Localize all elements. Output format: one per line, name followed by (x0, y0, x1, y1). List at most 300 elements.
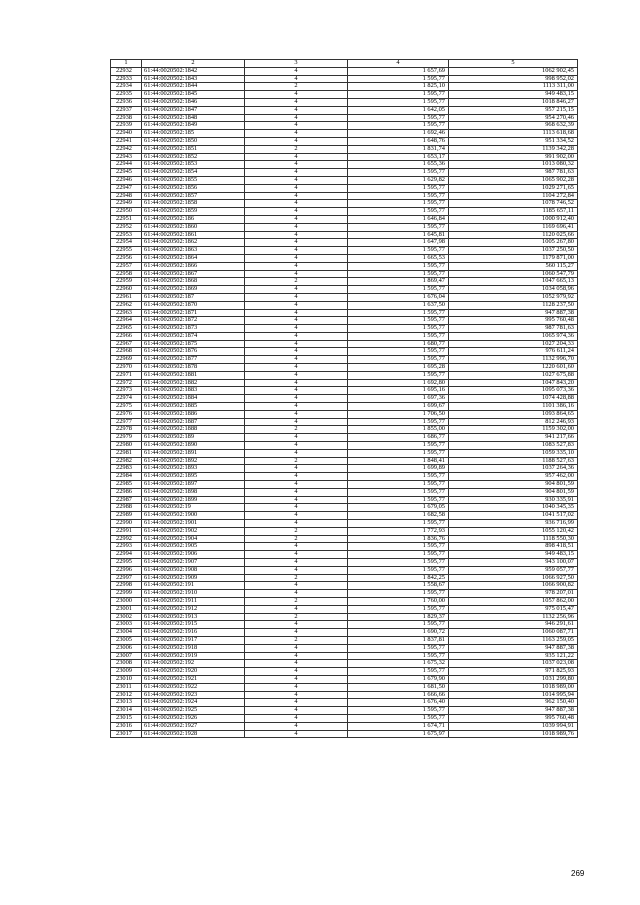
table-row (111, 481, 578, 489)
table-cell: 23004 (111, 629, 142, 637)
table-cell: 23001 (111, 605, 142, 613)
table-row (111, 644, 578, 652)
table-cell: 962 150,40 (449, 699, 578, 707)
table-cell: 1 595,77 (348, 114, 449, 122)
table-cell: 61:44:0020502:1859 (142, 208, 245, 216)
table-cell: 61:44:0020502:1842 (142, 67, 245, 75)
table-cell: 1 675,97 (348, 730, 449, 738)
table-cell: 4 (245, 184, 348, 192)
table-cell: 61:44:0020502:1913 (142, 613, 245, 621)
table-cell: 61:44:0020502:1904 (142, 535, 245, 543)
table-cell: 22936 (111, 98, 142, 106)
table-cell: 1185 657,11 (449, 208, 578, 216)
table-cell: 1 595,77 (348, 652, 449, 660)
table-cell: 1 642,05 (348, 106, 449, 114)
table-cell: 22943 (111, 153, 142, 161)
table-cell: 987 781,63 (449, 325, 578, 333)
table-cell: 4 (245, 215, 348, 223)
table-cell: 4 (245, 262, 348, 270)
table-cell: 4 (245, 371, 348, 379)
table-cell: 61:44:0020502:1899 (142, 496, 245, 504)
table-cell: 23013 (111, 699, 142, 707)
table-cell: 61:44:0020502:1873 (142, 325, 245, 333)
table-row (111, 364, 578, 372)
table-cell: 1018 989,00 (449, 683, 578, 691)
table-cell: 1 679,05 (348, 504, 449, 512)
table-cell: 2 (245, 278, 348, 286)
table-row (111, 496, 578, 504)
table-row (111, 371, 578, 379)
table-cell: 22988 (111, 504, 142, 512)
table-cell: 4 (245, 317, 348, 325)
table-cell: 1 595,77 (348, 356, 449, 364)
table-cell: 1 681,50 (348, 683, 449, 691)
table-cell: 4 (245, 496, 348, 504)
table-cell: 949 483,15 (449, 91, 578, 99)
table-cell: 1039 994,91 (449, 722, 578, 730)
table-row (111, 114, 578, 122)
table-cell: 61:44:0020502:19 (142, 504, 245, 512)
table-row (111, 699, 578, 707)
table-cell: 22998 (111, 582, 142, 590)
table-cell: 1 595,77 (348, 418, 449, 426)
table-row (111, 387, 578, 395)
column-header-2: 2 (142, 60, 245, 68)
table-cell: 61:44:0020502:189 (142, 434, 245, 442)
table-cell: 1 595,77 (348, 520, 449, 528)
table-cell: 61:44:0020502:1898 (142, 488, 245, 496)
table-cell: 22982 (111, 457, 142, 465)
table-cell: 4 (245, 91, 348, 99)
table-cell: 22969 (111, 356, 142, 364)
table-cell: 1 837,81 (348, 636, 449, 644)
table-row (111, 130, 578, 138)
table-cell: 4 (245, 722, 348, 730)
table-cell: 4 (245, 473, 348, 481)
table-row (111, 309, 578, 317)
table-row (111, 317, 578, 325)
table-cell: 61:44:0020502:1922 (142, 683, 245, 691)
table-cell: 23011 (111, 683, 142, 691)
table-cell: 23012 (111, 691, 142, 699)
table-cell: 991 902,00 (449, 153, 578, 161)
table-cell: 61:44:0020502:1907 (142, 559, 245, 567)
table-cell: 1 675,32 (348, 660, 449, 668)
table-cell: 1 595,77 (348, 122, 449, 130)
table-row (111, 278, 578, 286)
table-cell: 1 657,69 (348, 67, 449, 75)
table-cell: 22999 (111, 590, 142, 598)
table-cell: 1 674,71 (348, 722, 449, 730)
table-cell: 61:44:0020502:1853 (142, 161, 245, 169)
table-cell: 1159 302,00 (449, 426, 578, 434)
table-cell: 22957 (111, 262, 142, 270)
table-cell: 61:44:0020502:1900 (142, 512, 245, 520)
table-cell: 1027 204,33 (449, 340, 578, 348)
table-cell: 4 (245, 683, 348, 691)
table-cell: 61:44:0020502:1908 (142, 566, 245, 574)
table-cell: 22951 (111, 215, 142, 223)
table-cell: 4 (245, 270, 348, 278)
table-cell: 947 887,38 (449, 309, 578, 317)
table-row (111, 543, 578, 551)
table-cell: 1060 087,71 (449, 629, 578, 637)
table-cell: 1104 272,84 (449, 192, 578, 200)
table-cell: 1 692,80 (348, 379, 449, 387)
table-cell: 930 335,91 (449, 496, 578, 504)
table-cell: 4 (245, 566, 348, 574)
table-cell: 1 869,47 (348, 278, 449, 286)
table-cell: 61:44:0020502:1892 (142, 457, 245, 465)
table-cell: 22976 (111, 410, 142, 418)
table-cell: 4 (245, 169, 348, 177)
table-cell: 1 637,50 (348, 301, 449, 309)
table-cell: 998 952,02 (449, 75, 578, 83)
table-cell: 61:44:0020502:1927 (142, 722, 245, 730)
table-cell: 22965 (111, 325, 142, 333)
table-cell: 1 595,77 (348, 270, 449, 278)
table-cell: 1 848,41 (348, 457, 449, 465)
table-row (111, 613, 578, 621)
table-row (111, 145, 578, 153)
table-cell: 61:44:0020502:1924 (142, 699, 245, 707)
table-cell: 61:44:0020502:1887 (142, 418, 245, 426)
table-body (111, 67, 578, 738)
table-cell: 975 015,47 (449, 605, 578, 613)
table-cell: 4 (245, 582, 348, 590)
table-cell: 1120 025,66 (449, 231, 578, 239)
table-cell: 1 595,77 (348, 200, 449, 208)
table-row (111, 161, 578, 169)
table-cell: 61:44:0020502:1885 (142, 403, 245, 411)
table-cell: 61:44:0020502:186 (142, 215, 245, 223)
table-cell: 1113 311,00 (449, 83, 578, 91)
table-row (111, 512, 578, 520)
table-cell: 61:44:0020502:1864 (142, 254, 245, 262)
table-cell: 4 (245, 176, 348, 184)
table-cell: 22937 (111, 106, 142, 114)
table-cell: 23005 (111, 636, 142, 644)
table-cell: 4 (245, 161, 348, 169)
table-cell: 4 (245, 192, 348, 200)
table-cell: 4 (245, 652, 348, 660)
table-cell: 22954 (111, 239, 142, 247)
table-cell: 22990 (111, 520, 142, 528)
table-cell: 2 (245, 527, 348, 535)
table-cell: 1 831,74 (348, 145, 449, 153)
table-cell: 61:44:0020502:185 (142, 130, 245, 138)
table-cell: 61:44:0020502:1916 (142, 629, 245, 637)
table-cell: 22987 (111, 496, 142, 504)
table-cell: 1 595,77 (348, 543, 449, 551)
table-cell: 1065 902,28 (449, 176, 578, 184)
table-cell: 1 595,77 (348, 317, 449, 325)
table-cell: 4 (245, 325, 348, 333)
table-row (111, 254, 578, 262)
table-cell: 1 665,53 (348, 254, 449, 262)
table-row (111, 574, 578, 582)
table-row (111, 301, 578, 309)
table-cell: 1 595,77 (348, 98, 449, 106)
table-cell: 1052 979,92 (449, 293, 578, 301)
table-cell: 1005 267,80 (449, 239, 578, 247)
table-cell: 22956 (111, 254, 142, 262)
table-cell: 1 595,77 (348, 309, 449, 317)
table-cell: 22989 (111, 512, 142, 520)
table-cell: 1041 517,02 (449, 512, 578, 520)
table-cell: 61:44:0020502:1852 (142, 153, 245, 161)
table-row (111, 691, 578, 699)
table-cell: 4 (245, 293, 348, 301)
table-cell: 4 (245, 707, 348, 715)
table-row (111, 714, 578, 722)
table-cell: 1 648,76 (348, 137, 449, 145)
table-cell: 4 (245, 629, 348, 637)
table-cell: 4 (245, 590, 348, 598)
table-cell: 1 595,77 (348, 442, 449, 450)
table-row (111, 325, 578, 333)
table-cell: 1 679,90 (348, 675, 449, 683)
table-cell: 4 (245, 559, 348, 567)
table-row (111, 722, 578, 730)
table-cell: 1 595,77 (348, 262, 449, 270)
table-cell: 61:44:0020502:1911 (142, 597, 245, 605)
table-cell: 2 (245, 83, 348, 91)
table-cell: 22979 (111, 434, 142, 442)
table-cell: 61:44:0020502:1895 (142, 473, 245, 481)
table-cell: 22972 (111, 379, 142, 387)
table-row (111, 231, 578, 239)
table-cell: 1113 618,68 (449, 130, 578, 138)
table-cell: 4 (245, 114, 348, 122)
table-cell: 957 462,00 (449, 473, 578, 481)
table-cell: 1 558,67 (348, 582, 449, 590)
table-cell: 61:44:0020502:1910 (142, 590, 245, 598)
table-cell: 23010 (111, 675, 142, 683)
table-cell: 4 (245, 668, 348, 676)
table-cell: 4 (245, 403, 348, 411)
table-row (111, 621, 578, 629)
table-cell: 1034 058,96 (449, 286, 578, 294)
table-cell: 22952 (111, 223, 142, 231)
table-cell: 1 595,77 (348, 169, 449, 177)
table-row (111, 683, 578, 691)
table-cell: 1 699,67 (348, 403, 449, 411)
table-cell: 971 825,93 (449, 668, 578, 676)
page-number: 269 (571, 869, 585, 878)
table-row (111, 566, 578, 574)
table-cell: 954 270,46 (449, 114, 578, 122)
table-cell: 61:44:0020502:1871 (142, 309, 245, 317)
table-cell: 22939 (111, 122, 142, 130)
table-cell: 61:44:0020502:1863 (142, 247, 245, 255)
table-cell: 22975 (111, 403, 142, 411)
table-cell: 61:44:0020502:1891 (142, 449, 245, 457)
table-cell: 4 (245, 691, 348, 699)
table-row (111, 551, 578, 559)
table-cell: 61:44:0020502:1856 (142, 184, 245, 192)
table-row (111, 200, 578, 208)
table-cell: 61:44:0020502:1883 (142, 387, 245, 395)
table-cell: 22962 (111, 301, 142, 309)
table-cell: 1 653,17 (348, 153, 449, 161)
table-row (111, 434, 578, 442)
table-row (111, 629, 578, 637)
table-row (111, 418, 578, 426)
table-cell: 23014 (111, 707, 142, 715)
table-cell: 1 647,98 (348, 239, 449, 247)
table-cell: 1 595,77 (348, 208, 449, 216)
table-cell: 61:44:0020502:1921 (142, 675, 245, 683)
table-cell: 968 632,39 (449, 122, 578, 130)
table-cell: 1132 996,70 (449, 356, 578, 364)
table-cell: 1060 547,79 (449, 270, 578, 278)
table-cell: 1 595,77 (348, 551, 449, 559)
table-cell: 22993 (111, 543, 142, 551)
table-cell: 4 (245, 122, 348, 130)
table-cell: 959 057,77 (449, 566, 578, 574)
table-cell: 4 (245, 286, 348, 294)
table-cell: 1066 927,50 (449, 574, 578, 582)
table-cell: 23007 (111, 652, 142, 660)
table-cell: 22996 (111, 566, 142, 574)
table-cell: 22932 (111, 67, 142, 75)
column-header-3: 3 (245, 60, 348, 68)
table-row (111, 286, 578, 294)
table-cell: 22941 (111, 137, 142, 145)
table-row (111, 652, 578, 660)
table-cell: 1 706,50 (348, 410, 449, 418)
table-cell: 1 676,40 (348, 699, 449, 707)
table-cell: 23017 (111, 730, 142, 738)
table-cell: 1139 342,28 (449, 145, 578, 153)
table-cell: 22991 (111, 527, 142, 535)
table-cell: 22985 (111, 481, 142, 489)
table-cell: 4 (245, 714, 348, 722)
table-cell: 22983 (111, 465, 142, 473)
table-cell: 22950 (111, 208, 142, 216)
table-cell: 61:44:0020502:1925 (142, 707, 245, 715)
table-cell: 1 595,77 (348, 496, 449, 504)
table-cell: 4 (245, 434, 348, 442)
table-cell: 1101 386,16 (449, 403, 578, 411)
table-cell: 1 595,77 (348, 605, 449, 613)
table-cell: 4 (245, 465, 348, 473)
table-row (111, 675, 578, 683)
table-cell: 61:44:0020502:1854 (142, 169, 245, 177)
table-row (111, 457, 578, 465)
table-cell: 61:44:0020502:1920 (142, 668, 245, 676)
table-cell: 22992 (111, 535, 142, 543)
table-cell: 4 (245, 231, 348, 239)
table-cell: 1 645,81 (348, 231, 449, 239)
table-cell: 22997 (111, 574, 142, 582)
table-row (111, 473, 578, 481)
table-cell: 1 595,77 (348, 668, 449, 676)
table-row (111, 184, 578, 192)
table-cell: 22935 (111, 91, 142, 99)
table-row (111, 91, 578, 99)
table-cell: 61:44:0020502:1849 (142, 122, 245, 130)
table-cell: 23000 (111, 597, 142, 605)
table-cell: 1059 335,10 (449, 449, 578, 457)
table-cell: 1 595,77 (348, 481, 449, 489)
table-cell: 4 (245, 442, 348, 450)
table-cell: 812 246,93 (449, 418, 578, 426)
table-row (111, 660, 578, 668)
table-cell: 4 (245, 520, 348, 528)
table-cell: 4 (245, 449, 348, 457)
table-cell: 1062 902,45 (449, 67, 578, 75)
table-row (111, 293, 578, 301)
table-cell: 904 801,59 (449, 488, 578, 496)
table-cell: 1 595,77 (348, 714, 449, 722)
table-cell: 61:44:0020502:192 (142, 660, 245, 668)
table-row (111, 247, 578, 255)
table-row (111, 169, 578, 177)
table-cell: 1 595,77 (348, 247, 449, 255)
table-cell: 22933 (111, 75, 142, 83)
table-row (111, 75, 578, 83)
table-row (111, 270, 578, 278)
table-cell: 1179 871,00 (449, 254, 578, 262)
table-cell: 1 595,77 (348, 621, 449, 629)
table-cell: 4 (245, 410, 348, 418)
table-cell: 4 (245, 551, 348, 559)
table-cell: 22984 (111, 473, 142, 481)
table-cell: 23002 (111, 613, 142, 621)
table-cell: 23008 (111, 660, 142, 668)
table-cell: 22955 (111, 247, 142, 255)
table-row (111, 636, 578, 644)
table-cell: 1 690,72 (348, 629, 449, 637)
table-cell: 4 (245, 621, 348, 629)
table-cell: 22946 (111, 176, 142, 184)
table-cell: 22970 (111, 364, 142, 372)
table-cell: 22961 (111, 293, 142, 301)
table-cell: 1093 864,65 (449, 410, 578, 418)
table-cell: 61:44:0020502:1912 (142, 605, 245, 613)
table-cell: 61:44:0020502:1843 (142, 75, 245, 83)
table-cell: 4 (245, 208, 348, 216)
table-cell: 22973 (111, 387, 142, 395)
table-cell: 61:44:0020502:1862 (142, 239, 245, 247)
table-cell: 1 629,82 (348, 176, 449, 184)
table-cell: 22994 (111, 551, 142, 559)
table-cell: 995 760,48 (449, 317, 578, 325)
table-row (111, 488, 578, 496)
table-cell: 1065 974,36 (449, 332, 578, 340)
table-cell: 2 (245, 574, 348, 582)
table-row (111, 348, 578, 356)
table-row (111, 707, 578, 715)
table-cell: 23006 (111, 644, 142, 652)
table-cell: 1132 256,96 (449, 613, 578, 621)
table-cell: 4 (245, 675, 348, 683)
table-cell: 22966 (111, 332, 142, 340)
table-cell: 1 825,10 (348, 83, 449, 91)
table-cell: 1083 527,83 (449, 442, 578, 450)
table-row (111, 395, 578, 403)
table-cell: 935 121,22 (449, 652, 578, 660)
table-row (111, 153, 578, 161)
table-cell: 1055 120,42 (449, 527, 578, 535)
table-cell: 22949 (111, 200, 142, 208)
table-cell: 1014 995,94 (449, 691, 578, 699)
table-cell: 1 595,77 (348, 325, 449, 333)
table-cell: 1 692,46 (348, 130, 449, 138)
table-row (111, 137, 578, 145)
